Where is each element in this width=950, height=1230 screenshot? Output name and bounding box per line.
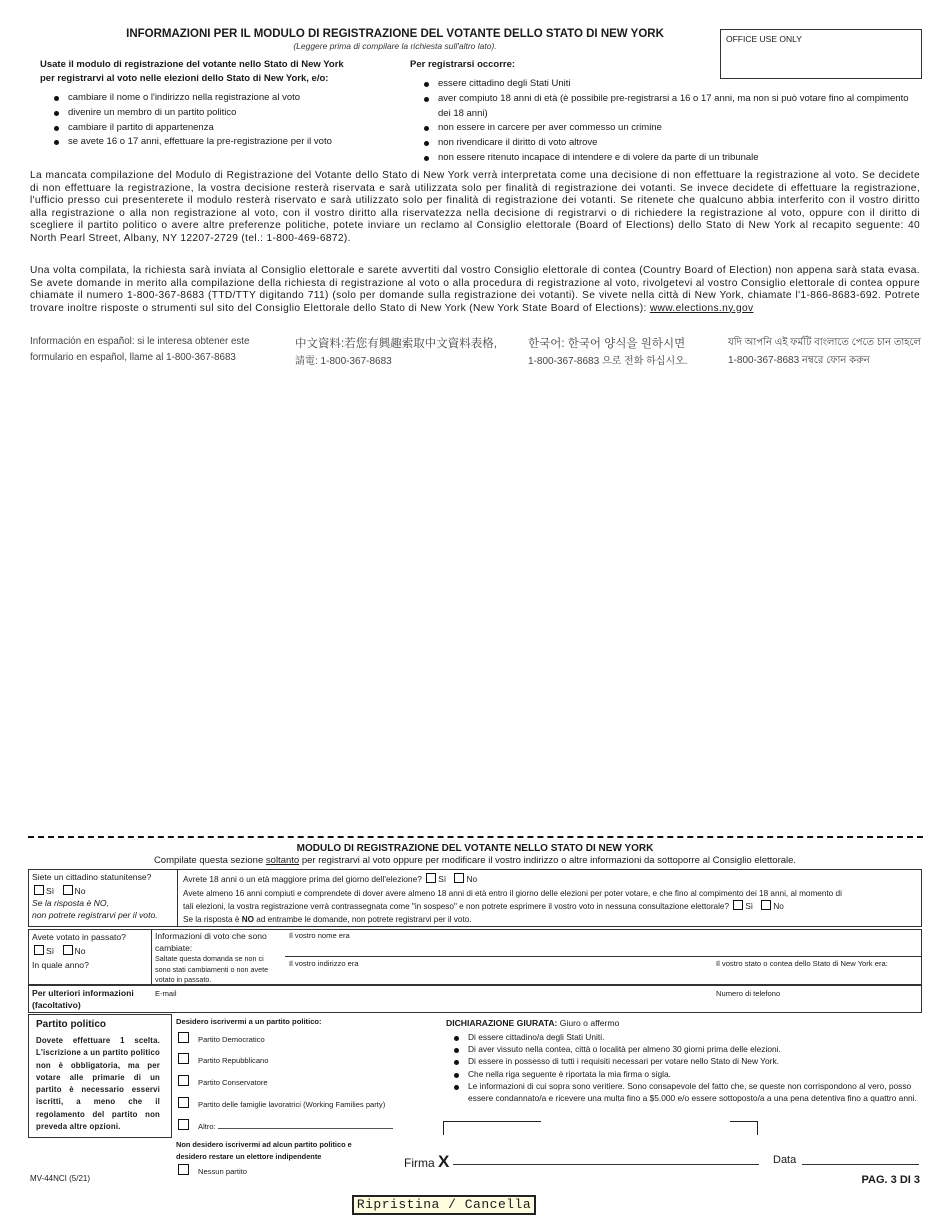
age-16-line-2: tali elezioni, la vostra registrazione verrà contrassegnata come "in sospeso" e non potrete esprimere il vostro voto in nessuna consultazione elettorale? bbox=[183, 901, 730, 911]
no-party-line-1: Non desidero iscrivermi ad alcun partito politico e bbox=[176, 1140, 352, 1149]
spanish-line-1: Información en español: si le interesa obtener este bbox=[30, 336, 250, 347]
party-republican-checkbox[interactable] bbox=[178, 1053, 189, 1064]
list-item: non essere ritenuto incapace di intendere e di volere da parte di un tribunale bbox=[422, 151, 910, 166]
usage-heading-2: per registrarvi al voto nelle elezioni dello Stato di New York, e/o: bbox=[40, 73, 329, 84]
citizen-note-2: non potrete registrarvi per il voto. bbox=[32, 910, 158, 920]
previous-name-label: Il vostro nome era bbox=[289, 931, 350, 940]
oath-list bbox=[452, 1031, 918, 1104]
cut-line bbox=[28, 836, 923, 838]
party-other-field[interactable] bbox=[218, 1128, 393, 1129]
divider bbox=[151, 929, 152, 985]
email-field[interactable] bbox=[152, 986, 710, 1012]
chinese-line-2: 請電: 1-800-367-8683 bbox=[295, 356, 392, 367]
usage-list bbox=[52, 91, 400, 150]
list-item: divenire un membro di un partito politico bbox=[52, 106, 400, 121]
skip-note-2: sono stati cambiamenti o non avete bbox=[155, 964, 269, 974]
voted-yes-checkbox[interactable] bbox=[34, 945, 44, 955]
age16-yes-checkbox[interactable] bbox=[733, 900, 743, 910]
age-yes-checkbox[interactable] bbox=[426, 873, 436, 883]
korean-line-1: 한국어: 한국어 양식을 원하시면 bbox=[528, 338, 686, 350]
list-item: essere cittadino degli Stati Uniti bbox=[422, 77, 910, 92]
form-subtitle-underlined: soltanto bbox=[265, 855, 300, 866]
party-republican-label: Partito Repubblicano bbox=[198, 1056, 269, 1065]
citizen-no-label: No bbox=[74, 886, 86, 896]
party-option-none[interactable] bbox=[178, 1164, 298, 1178]
oath-heading-bold: DICHIARAZIONE GIURATA: bbox=[446, 1018, 558, 1028]
signature-corner-left bbox=[443, 1121, 541, 1135]
chinese-info bbox=[295, 336, 520, 370]
which-year-label: In quale anno? bbox=[32, 960, 89, 970]
party-option-other[interactable] bbox=[178, 1119, 398, 1133]
party-other-label: Altro: bbox=[198, 1122, 216, 1131]
previous-name-field[interactable] bbox=[285, 931, 922, 957]
citizen-note-1: Se la risposta è NO, bbox=[32, 898, 109, 908]
voted-no-checkbox[interactable] bbox=[63, 945, 73, 955]
age16-no-checkbox[interactable] bbox=[761, 900, 771, 910]
usage-heading-1: Usate il modulo di registrazione del votante nello Stato di New York bbox=[40, 59, 344, 70]
previous-county-field[interactable] bbox=[712, 958, 920, 984]
no-party-question bbox=[176, 1139, 352, 1162]
voted-yes-label: Sì bbox=[46, 946, 55, 956]
non-registration-paragraph: La mancata compilazione del Modulo di Registrazione del Votante dello Stato di New York verrà interpretata come una decisione di non effettuare la registrazione al voto. Se decidete di non effettuare la registrazione, la vostra decisione resterà riservata e sarà utilizzata solo per finalità di registrazione dei votanti. Se invece decidete di effettuare la registrazione, l'ufficio presso cui presenterete il modulo resterà riservato e sarà utilizzato solo per finalità di registrazione dei votanti. Se ritenete che qualcuno abbia interferito con il vostro diritto alla registrazione o alla non registrazione al voto, con il vostro diritto alla riservatezza nella decisione di registrarvi o di richiedere la registrazione al voto, oppure con il diritto di scegliere il partito politico o avere altre preferenze politiche, potete inviare un reclamo al Consiglio elettorale (Board of Elections) dello Stato di New York al recapito seguente: 40 North Pearl Street, Albany, NY 12207-2729 (tel.: 1-800-469-6872). bbox=[30, 170, 920, 244]
bengali-line-2: 1-800-367-8683 নম্বরে ফোন করুন bbox=[728, 355, 870, 366]
age-note-part-1: Se la risposta è bbox=[183, 914, 240, 924]
list-item: Di aver vissuto nella contea, città o località per almeno 30 giorni prima delle elezioni. bbox=[452, 1043, 918, 1055]
party-conservative-checkbox[interactable] bbox=[178, 1075, 189, 1086]
citizen-question: Siete un cittadino statunitense? bbox=[32, 872, 152, 882]
list-item: Di essere cittadino/a degli Stati Uniti. bbox=[452, 1031, 918, 1043]
form-subtitle-part-1: Compilate questa sezione bbox=[153, 855, 264, 866]
age-no-checkbox[interactable] bbox=[454, 873, 464, 883]
party-none-checkbox[interactable] bbox=[178, 1164, 189, 1175]
voted-before-question: Avete votato in passato? bbox=[32, 932, 126, 942]
bengali-line-1: যদি আপনি এই ফর্মটি বাংলাতে পেতে চান তাহলে bbox=[728, 337, 921, 348]
party-working-families-label: Partito delle famiglie lavoratrici (Working Families party) bbox=[198, 1100, 386, 1109]
party-option-republican[interactable] bbox=[178, 1053, 378, 1067]
skip-note-3: votato in passato. bbox=[155, 975, 212, 984]
party-option-working-families[interactable] bbox=[178, 1097, 408, 1111]
changed-info-block bbox=[155, 930, 285, 986]
oath-heading bbox=[446, 1018, 619, 1028]
age-16-question bbox=[183, 887, 918, 913]
age-question-block bbox=[183, 873, 918, 926]
requirements-section bbox=[410, 58, 910, 166]
date-label: Data bbox=[773, 1154, 797, 1166]
page-title: INFORMAZIONI PER IL MODULO DI REGISTRAZIONE DEL VOTANTE DELLO STATO DI NEW YORK bbox=[126, 28, 664, 40]
list-item: Di essere in possesso di tutti i requisiti necessari per votare nello Stato di New York. bbox=[452, 1055, 918, 1067]
citizen-question-block bbox=[32, 871, 174, 921]
voted-no-label: No bbox=[74, 946, 86, 956]
reset-button[interactable]: Ripristina / Cancella bbox=[352, 1195, 536, 1215]
party-democratic-label: Partito Democratico bbox=[198, 1035, 265, 1044]
party-conservative-label: Partito Conservatore bbox=[198, 1078, 268, 1087]
age-16-line-1: Avete almeno 16 anni compiuti e comprendete di dover avere almeno 18 anni di età entro il giorno delle elezioni per poter votare, e che fino al compimento dei 18 anni, al momento di bbox=[183, 888, 842, 898]
citizen-yes-label: Sì bbox=[46, 886, 55, 896]
age-note bbox=[183, 913, 918, 926]
signature-corner-right bbox=[730, 1121, 758, 1135]
list-item: cambiare il nome o l'indirizzo nella registrazione al voto bbox=[52, 91, 400, 106]
list-item: non essere in carcere per aver commesso un crimine bbox=[422, 121, 910, 136]
signature-field[interactable] bbox=[453, 1164, 759, 1165]
page-number: PAG. 3 DI 3 bbox=[861, 1174, 920, 1186]
signature-label: Firma bbox=[404, 1156, 435, 1170]
list-item: Che nella riga seguente è riportata la mia firma o sigla. bbox=[452, 1068, 918, 1080]
party-working-families-checkbox[interactable] bbox=[178, 1097, 189, 1108]
age-question: Avrete 18 anni o un età maggiore prima del giorno dell'elezione? bbox=[183, 874, 422, 884]
requirements-heading: Per registrarsi occorre: bbox=[410, 59, 516, 70]
citizen-no-checkbox[interactable] bbox=[63, 885, 73, 895]
form-code: MV-44NCI (5/21) bbox=[30, 1174, 91, 1183]
list-item: se avete 16 o 17 anni, effettuare la pre-registrazione per il voto bbox=[52, 135, 400, 150]
email-label: E-mail bbox=[155, 989, 177, 998]
more-info-block bbox=[32, 987, 152, 1011]
list-item: aver compiuto 18 anni di età (è possibile pre-registrarsi a 16 o 17 anni, ma non si può votare fino al compimento dei 18 anni) bbox=[422, 92, 910, 122]
phone-field[interactable] bbox=[712, 986, 920, 1012]
korean-line-2: 1-800-367-8683 으로 전화 하십시오. bbox=[528, 356, 688, 367]
processing-paragraph bbox=[30, 265, 920, 315]
voted-before-block bbox=[32, 931, 150, 971]
age-question-line bbox=[183, 873, 918, 885]
more-info-line-2: (facoltativo) bbox=[32, 1000, 81, 1010]
page-subtitle: (Leggere prima di compilare la richiesta sull'altro lato). bbox=[293, 41, 497, 51]
age-yes-label: Sì bbox=[438, 874, 447, 884]
age-no-label: No bbox=[466, 874, 478, 884]
list-item: cambiare il partito di appartenenza bbox=[52, 121, 400, 136]
chinese-line-1: 中文資料:若您有興趣索取中文資料表格, bbox=[295, 338, 497, 350]
bengali-info bbox=[728, 334, 923, 370]
age-note-part-2: ad entrambe le domande, non potrete registrarvi per il voto. bbox=[256, 914, 472, 924]
age16-no-label: No bbox=[773, 901, 784, 911]
changed-info-line-1: Informazioni di voto che sono bbox=[155, 931, 267, 941]
signature-label-block bbox=[404, 1152, 449, 1172]
no-party-line-2: desidero restare un elettore indipendente bbox=[176, 1151, 322, 1161]
party-question: Desidero iscrivermi a un partito politico: bbox=[176, 1017, 322, 1026]
requirements-list bbox=[422, 77, 910, 166]
party-info-block bbox=[36, 1019, 160, 1133]
age-note-no: NO bbox=[241, 914, 254, 924]
changed-info-line-2: cambiate: bbox=[155, 943, 193, 953]
list-item: non rivendicare il diritto di voto altrove bbox=[422, 136, 910, 151]
more-info-line-1: Per ulteriori informazioni bbox=[32, 988, 134, 998]
date-field[interactable] bbox=[802, 1164, 919, 1165]
oath-heading-rest: Giuro o affermo bbox=[559, 1018, 620, 1028]
korean-info bbox=[528, 336, 723, 370]
party-other-checkbox[interactable] bbox=[178, 1119, 189, 1130]
form-title: MODULO DI REGISTRAZIONE DEL VOTANTE NELLO STATO DI NEW YORK bbox=[296, 843, 654, 854]
previous-county-label: Il vostro stato o contea dello Stato di New York era: bbox=[716, 959, 888, 968]
previous-address-label: Il vostro indirizzo era bbox=[289, 959, 359, 968]
party-none-label: Nessun partito bbox=[198, 1167, 247, 1176]
party-note: Dovete effettuare 1 scelta. L'iscrizione a un partito politico non è obbligatoria, ma per votare alle primarie di un partito è necessario esservi iscritti, a meno che il regolamento del partito non preveda altre opzioni. bbox=[36, 1036, 160, 1132]
party-option-democratic[interactable] bbox=[178, 1032, 378, 1046]
divider bbox=[177, 869, 178, 927]
processing-text: Una volta compilata, la richiesta sarà inviata al Consiglio elettorale e sarete avvertiti dal vostro Consiglio elettorale di contea (Country Board of Election) non appena sarà stata evasa. Se avete domande in merito alla compilazione della richiesta di registrazione al voto o alla procedura di registrazione al voto, rivolgetevi al vostro Consiglio elettorale di contea oppure chiamate il numero 1-800-367-8683 (TTD/TTY digitando 711) (solo per domande sulla registrazione dei votanti). Se vivete nella città di New York, chiamate l'1-866-8683-692. Potrete trovare inoltre risposte o strumenti sul sito del Consiglio Elettorale dello Stato di New York (New York State Board of Elections): bbox=[30, 265, 920, 314]
usage-section bbox=[40, 58, 400, 150]
spanish-info bbox=[30, 334, 290, 366]
website-link[interactable]: www.elections.ny.gov bbox=[649, 302, 754, 314]
spanish-line-2: formulario en español, llame al 1-800-367-8683 bbox=[30, 352, 236, 363]
form-subtitle-part-2: per registrarvi al voto oppure per modificare il vostro indirizzo o altre informazioni da sottoporre al Consiglio elettorale. bbox=[301, 855, 797, 866]
list-item: Le informazioni di cui sopra sono veritiere. Sono consapevole del fatto che, se queste non corrispondono al vero, posso essere condannato/a e ricevere una multa fino a $5.000 e/o essere sottoposto/a a una pena detentiva fino a quattro anni. bbox=[452, 1080, 918, 1104]
party-option-conservative[interactable] bbox=[178, 1075, 378, 1089]
age16-yes-label: Sì bbox=[745, 901, 754, 911]
phone-label: Numero di telefono bbox=[716, 989, 781, 998]
party-title: Partito politico bbox=[36, 1019, 106, 1030]
party-democratic-checkbox[interactable] bbox=[178, 1032, 189, 1043]
form-subtitle bbox=[0, 855, 950, 866]
skip-note-1: Saltate questa domanda se non ci bbox=[155, 954, 264, 963]
office-use-label: OFFICE USE ONLY bbox=[726, 34, 802, 44]
citizen-yes-checkbox[interactable] bbox=[34, 885, 44, 895]
previous-address-field[interactable] bbox=[285, 958, 710, 984]
signature-x: X bbox=[438, 1152, 450, 1171]
